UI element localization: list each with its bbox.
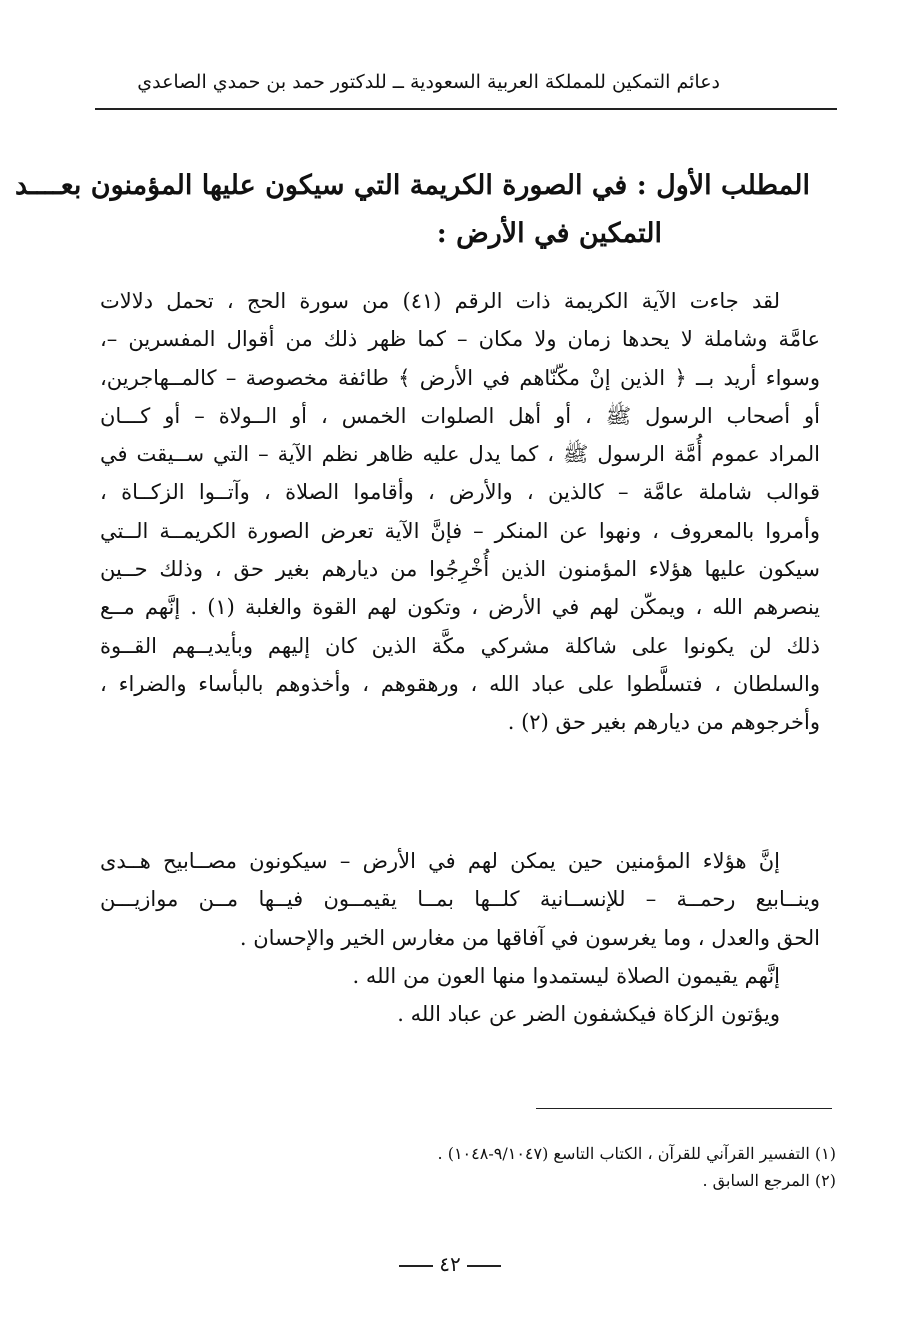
paragraph-2 [100, 842, 820, 1033]
text-line: وأمروا بالمعروف ، ونهوا عن المنكر – فإنَّ الآية تعرض الصورة الكريمــة الــتي [100, 518, 820, 543]
text-line: وأخرجوهم من ديارهم بغير حق (٢) . [507, 710, 820, 735]
text-line: والسلطان ، فتسلَّطوا على عباد الله ، ورهقوهم ، وأخذوهم بالبأساء والضراء ، [100, 671, 820, 696]
text-line: إنَّ هؤلاء المؤمنين حين يمكن لهم في الأرض – سيكونون مصــابيح هــدى [100, 849, 780, 873]
footnote-2: (٢) المرجع السابق . [702, 1171, 836, 1190]
footnote-1: (١) التفسير القرآني للقرآن ، الكتاب التاسع (٩/١٠٤٧-١٠٤٨) . [437, 1144, 836, 1163]
footnote-divider [536, 1108, 832, 1109]
text-line: قوالب شاملة عامَّة – كالذين ، والأرض ، وأقاموا الصلاة ، وآتــوا الزكــاة ، [100, 480, 820, 505]
section-heading-line-2: التمكين في الأرض : [436, 218, 662, 249]
text-line: وينــابيع رحمــة – للإنســانية كلــها بمــا يقيمــون فيــها مــن موازيـــن [100, 887, 820, 912]
text-line: إنَّهم يقيمون الصلاة ليستمدوا منها العون من الله . [352, 963, 780, 988]
paragraph-1 [100, 282, 820, 742]
text-line: لقد جاءت الآية الكريمة ذات الرقم (٤١) من سورة الحج ، تحمل دلالات [100, 289, 780, 313]
footnotes [200, 1140, 836, 1194]
text-line: سيكون عليها هؤلاء المؤمنون الذين أُخْرِجُوا من ديارهم بغير حق ، وذلك حــين [100, 557, 820, 582]
page-number [380, 1252, 520, 1276]
header-divider [95, 108, 837, 110]
page-number-dash-left [399, 1265, 433, 1267]
running-header: دعائم التمكين للمملكة العربية السعودية ــ للدكتور حمد بن حمدي الصاعدي [137, 71, 720, 93]
section-heading [14, 162, 810, 258]
section-heading-line-1: المطلب الأول : في الصورة الكريمة التي سيكون عليها المؤمنون بعــــد [14, 170, 810, 201]
text-line: عامَّة وشاملة لا يحدها زمان ولا مكان – كما ظهر ذلك من أقوال المفسرين –، [100, 327, 820, 352]
text-line: ويؤتون الزكاة فيكشفون الضر عن عباد الله . [397, 1002, 780, 1027]
text-line: ينصرهم الله ، ويمكّن لهم في الأرض ، وتكون لهم القوة والغلبة (١) . إنَّهم مــع [100, 595, 820, 620]
text-line: وسواء أريد بــ ﴿ الذين إنْ مكّنّاهم في الأرض ﴾ طائفة مخصوصة – كالمــهاجرين، [100, 365, 820, 390]
text-line: الحق والعدل ، وما يغرسون في آفاقها من مغارس الخير والإحسان . [239, 925, 820, 950]
text-line: أو أصحاب الرسول ﷺ ، أو أهل الصلوات الخمس ، أو الــولاة – أو كـــان [100, 403, 820, 428]
text-line: المراد عموم أُمَّة الرسول ﷺ ، كما يدل عليه ظاهر نظم الآية – التي ســيقت في [100, 442, 820, 467]
page-number-value: ٤٢ [439, 1252, 461, 1276]
text-line: ذلك لن يكونوا على شاكلة مشركي مكَّة الذين كان إليهم وبأيديــهم القــوة [100, 633, 820, 658]
page-number-dash-right [467, 1265, 501, 1267]
